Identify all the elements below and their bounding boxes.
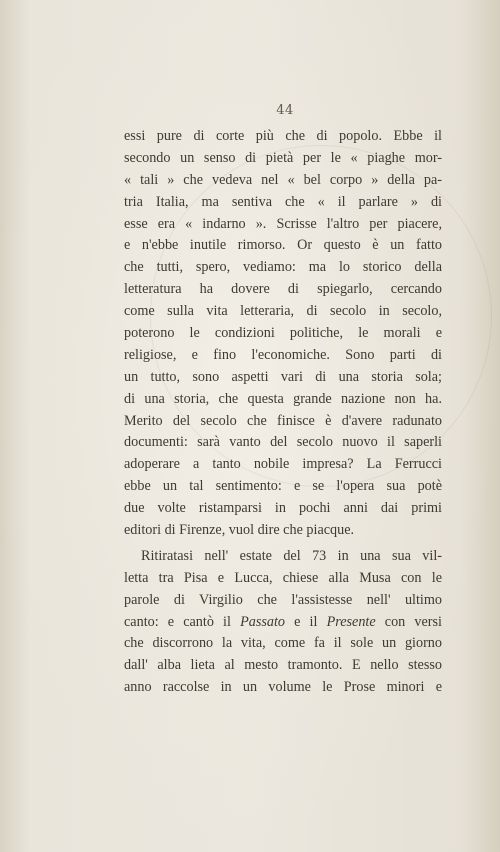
italic-title: Passato	[240, 613, 285, 630]
text-line: che discorrono la vita, come fa il sole un giorno	[124, 635, 442, 652]
text-line: essi pure di corte più che di popolo. Ebbe il	[124, 128, 442, 144]
text-line: editori di Firenze, vuol dire che piacque.	[124, 522, 355, 539]
body-text	[124, 126, 442, 699]
text-line: tria Italia, ma sentiva che « il parlare » di	[124, 193, 442, 210]
text-line: documenti: sarà vanto del secolo nuovo il saperli	[124, 434, 442, 451]
text-line: anno raccolse in un volume le Prose minori e	[124, 679, 442, 696]
paragraph-2	[124, 546, 442, 699]
text-line: Merito del secolo che finisce è d'avere radunato	[124, 412, 442, 429]
paragraph-1	[124, 126, 442, 542]
text-line: di una storia, che questa grande nazione non ha.	[124, 390, 442, 407]
text-line: parole di Virgilio che l'assistesse nell' ultimo	[124, 591, 442, 608]
text-line: ebbe un tal sentimento: e se l'opera sua potè	[124, 478, 442, 495]
text-line: e n'ebbe inutile rimorso. Or questo è un fatto	[124, 237, 442, 254]
text-line: letta tra Pisa e Lucca, chiese alla Musa con le	[124, 569, 442, 586]
text-line: esse era « indarno ». Scrisse l'altro per piacere,	[124, 215, 442, 232]
text-line: un tutto, sono aspetti vari di una storia sola;	[124, 368, 442, 385]
text-line: religiose, e fino l'economiche. Sono parti di	[124, 346, 442, 363]
text-line: letteratura ha dovere di spiegarlo, cercando	[124, 281, 442, 298]
italic-title: Presente	[326, 613, 376, 630]
text-line: canto: e cantò il Passato e il Presente con versi	[124, 613, 442, 630]
text-line: Ritiratasi nell' estate del 73 in una sua vil-	[141, 547, 442, 564]
text-line: secondo un senso di pietà per le « piaghe mor-	[124, 149, 442, 166]
page-number: 44	[276, 103, 294, 118]
text-line: due volte ristamparsi in pochi anni dai primi	[124, 500, 442, 517]
text-line: che tutti, spero, vediamo: ma lo storico della	[124, 259, 442, 276]
text-line: « tali » che vedeva nel « bel corpo » della pa-	[124, 171, 442, 188]
text-line: poterono le condizioni politiche, le morali e	[124, 325, 442, 342]
text-line: dall' alba lieta al mesto tramonto. E nello stesso	[124, 657, 442, 674]
text-line: come sulla vita letteraria, di secolo in secolo,	[124, 303, 442, 320]
text-line: adoperare a tanto nobile impresa? La Ferrucci	[124, 456, 442, 473]
